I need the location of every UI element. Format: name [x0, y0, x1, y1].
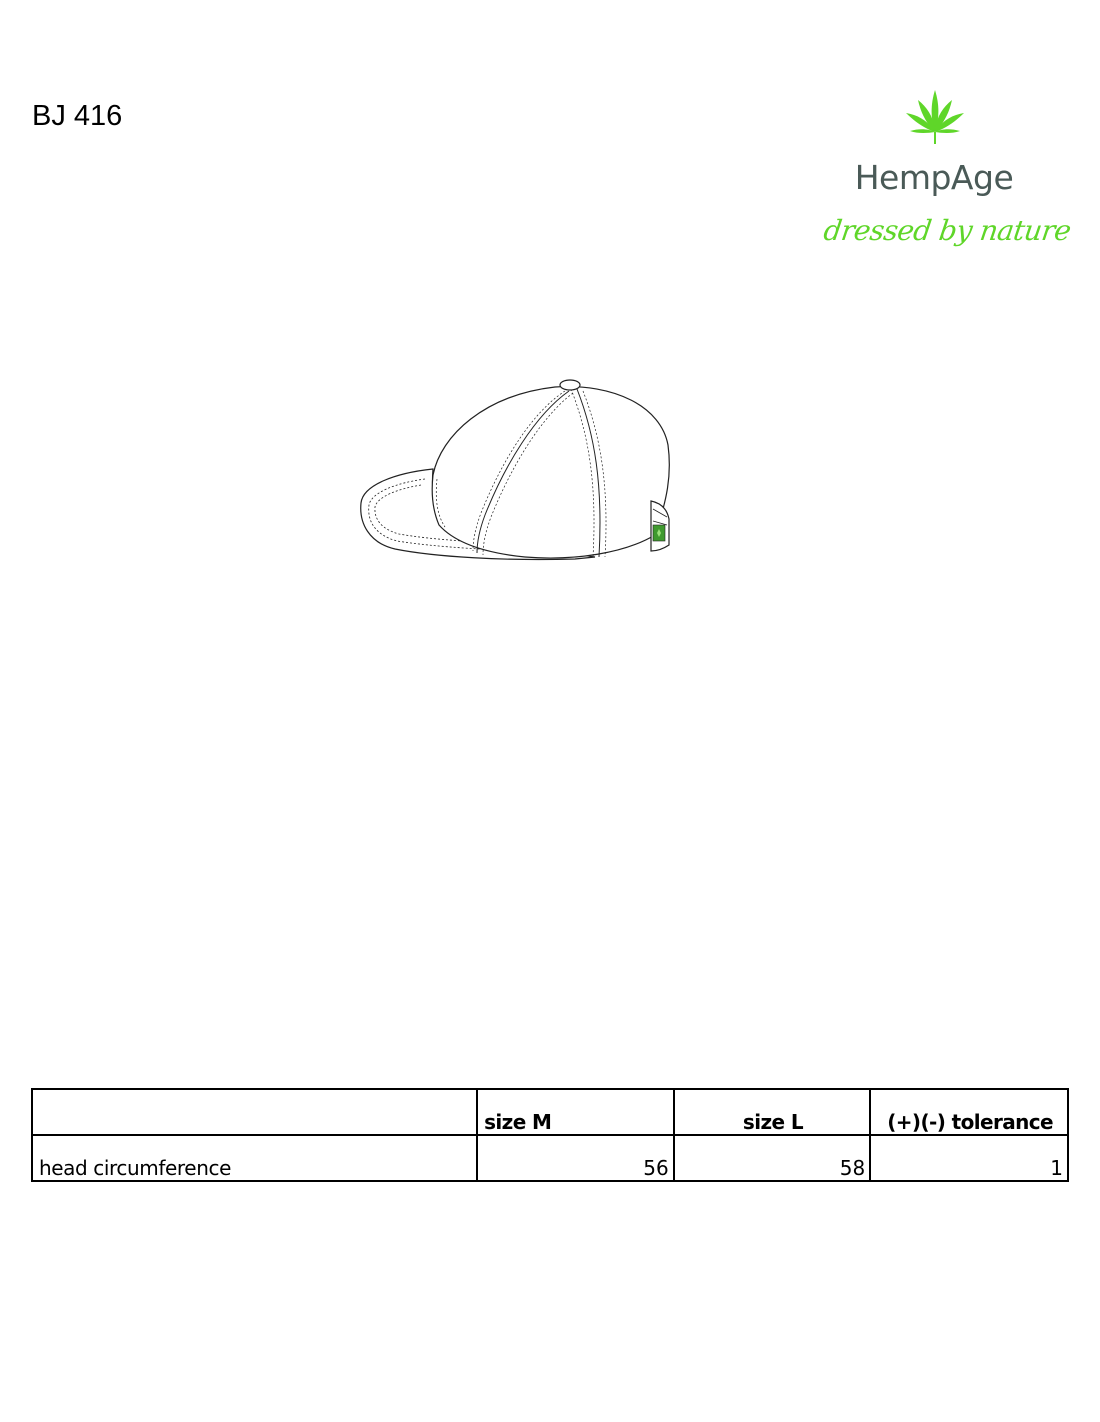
table-header-row: [32, 1089, 1068, 1135]
column-header-label: [32, 1089, 477, 1135]
column-header-tolerance: (+)(-) tolerance: [870, 1089, 1068, 1135]
tolerance-value: 1: [870, 1135, 1068, 1181]
size-l-value: 58: [674, 1135, 871, 1181]
size-table: [31, 1088, 1069, 1182]
cap-drawing: [355, 375, 675, 570]
brand-tagline: dressed by nature: [821, 214, 1073, 247]
column-header-size-m: size M: [477, 1089, 674, 1135]
cap-button: [560, 380, 580, 390]
size-m-value: 56: [477, 1135, 674, 1181]
hemp-leaf-icon: [900, 86, 970, 146]
column-header-size-l: size L: [674, 1089, 871, 1135]
product-code: BJ 416: [32, 100, 123, 132]
measurement-label: head circumference: [32, 1135, 477, 1181]
brand-logo: [810, 86, 1073, 276]
cap-crown: [432, 387, 669, 558]
table-row: [32, 1135, 1068, 1181]
brand-name: HempAge: [854, 158, 1014, 197]
